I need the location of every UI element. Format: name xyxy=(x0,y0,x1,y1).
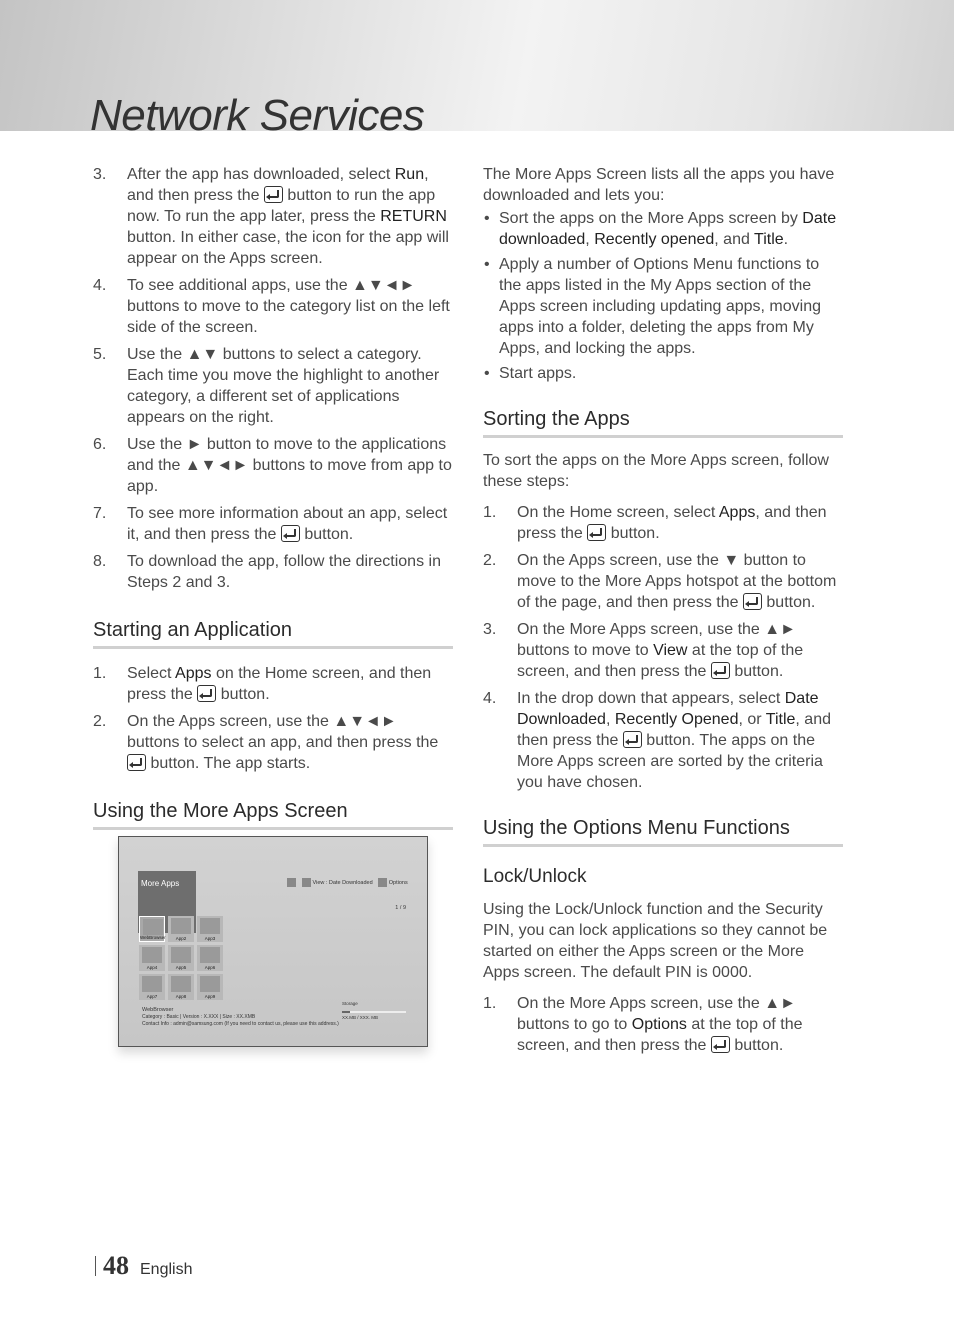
app-info-meta: Category : Basic | Version : X.XXX | Size : XX.XMB xyxy=(142,1014,256,1020)
more-apps-screenshot xyxy=(118,836,428,1047)
highlighted-term: Title xyxy=(754,231,784,248)
step-number: 3. xyxy=(93,166,107,183)
app-tile-label: WebBrowser xyxy=(140,935,166,940)
steps-sort xyxy=(483,502,843,793)
highlighted-term: Options xyxy=(631,1016,687,1033)
more-apps-bullets xyxy=(483,208,843,384)
highlighted-term: Recently opened xyxy=(594,231,715,248)
page-indicator: 1 / 9 xyxy=(395,905,406,911)
app-tile[interactable] xyxy=(197,916,223,942)
enter-button-icon xyxy=(264,186,283,203)
highlighted-term: RETURN xyxy=(380,208,447,225)
list-item: 1. On the More Apps screen, use the ▲► buttons to go to Options at the top of the screen, and then press the button. xyxy=(483,995,803,1054)
right-column xyxy=(483,164,843,1062)
app-thumbnail-icon xyxy=(171,918,191,934)
steps-download xyxy=(93,164,453,593)
list-item: • Apply a number of Options Menu functions to the apps listed in the My Apps section of the Apps screen including updating apps, moving apps into a folder, deleting the apps from My Apps, and locking the apps. xyxy=(483,254,843,359)
step-number: 4. xyxy=(93,277,107,294)
enter-button-icon xyxy=(127,754,146,771)
enter-button-icon xyxy=(587,524,606,541)
app-thumbnail-icon xyxy=(200,947,220,963)
list-item: 4. To see additional apps, use the ▲▼◄► buttons to move to the category list on the left side of the screen. xyxy=(93,277,450,336)
highlighted-term: Apps xyxy=(175,665,212,682)
highlighted-term: Title xyxy=(765,711,796,728)
sort-intro: To sort the apps on the More Apps screen, follow these steps: xyxy=(483,452,829,490)
steps-lock xyxy=(483,993,843,1056)
step-number: 7. xyxy=(93,505,107,522)
app-info-name: WebBrowser xyxy=(142,1007,174,1013)
list-item: 2. On the Apps screen, use the ▲▼◄► buttons to select an app, and then press the button. The app starts. xyxy=(93,713,439,772)
app-tile-label: App9 xyxy=(204,994,216,999)
enter-button-icon xyxy=(711,1036,730,1053)
enter-button-icon xyxy=(281,525,300,542)
view-label: View : Date Downloaded xyxy=(312,879,373,886)
section-sorting-apps: Sorting the Apps xyxy=(483,406,843,438)
app-info xyxy=(142,1007,339,1028)
highlighted-term: Run xyxy=(394,166,425,183)
step-number: 6. xyxy=(93,436,107,453)
app-tile-label: App4 xyxy=(146,965,158,970)
step-number: 1. xyxy=(483,995,497,1012)
app-thumbnail-icon xyxy=(200,918,220,934)
more-apps-label: More Apps xyxy=(138,871,196,933)
highlighted-term: View xyxy=(653,642,688,659)
app-tile[interactable] xyxy=(139,916,165,942)
step-number: 5. xyxy=(93,346,107,363)
lock-intro: Using the Lock/Unlock function and the Security PIN, you can lock applications so they cannot be started on either the Apps screen or the More Apps screen. The default PIN is 0000. xyxy=(483,901,828,981)
app-thumbnail-icon xyxy=(171,976,191,992)
subsection-lock-unlock: Lock/Unlock xyxy=(483,866,587,887)
app-tile-label: App5 xyxy=(175,965,187,970)
left-column xyxy=(93,164,453,830)
enter-button-icon xyxy=(623,731,642,748)
step-number: 1. xyxy=(93,665,107,682)
highlighted-term: Date Downloaded xyxy=(517,690,819,728)
app-tile-label: App2 xyxy=(175,936,187,941)
step-number: 2. xyxy=(483,552,497,569)
view-icon xyxy=(302,878,311,887)
list-item: 3. After the app has downloaded, select Run, and then press the button to run the app now. To run the app later, press the RETURN button. In either case, the icon for the app will appear on the Apps screen. xyxy=(93,166,449,267)
list-item: 1. On the Home screen, select Apps, and then press the button. xyxy=(483,504,827,542)
list-item: 2. On the Apps screen, use the ▼ button to move to the More Apps hotspot at the bottom of the page, and then press the button. xyxy=(483,552,837,611)
list-item: 4. In the drop down that appears, select Date Downloaded, Recently Opened, or Title, and then press the button. The apps on the More Apps screen are sorted by the criteria you have chosen. xyxy=(483,690,831,791)
highlighted-term: Recently Opened xyxy=(614,711,739,728)
app-tile-label: App7 xyxy=(146,994,158,999)
page-language: English xyxy=(140,1261,193,1278)
app-tile-label: App3 xyxy=(204,936,216,941)
app-tile-label: App6 xyxy=(204,965,216,970)
app-tile[interactable] xyxy=(168,945,194,971)
app-thumbnail-icon xyxy=(142,947,162,963)
enter-button-icon xyxy=(711,662,730,679)
storage-fill xyxy=(342,1011,350,1013)
options-label: Options xyxy=(388,879,408,886)
page-number: 48 xyxy=(103,1251,129,1280)
more-apps-intro: The More Apps Screen lists all the apps you have downloaded and lets you: xyxy=(483,166,835,204)
a-button-icon xyxy=(287,878,296,887)
step-number: 2. xyxy=(93,713,107,730)
app-thumbnail-icon xyxy=(142,976,162,992)
app-tile[interactable] xyxy=(197,974,223,1000)
section-starting-application: Starting an Application xyxy=(93,617,453,649)
enter-button-icon xyxy=(197,685,216,702)
page-title: Network Services xyxy=(90,91,425,140)
highlighted-term: Apps xyxy=(718,504,756,521)
storage-label: Storage xyxy=(342,1001,358,1006)
step-number: 1. xyxy=(483,504,497,521)
storage-bar xyxy=(342,1011,406,1013)
section-options-menu: Using the Options Menu Functions xyxy=(483,815,843,847)
app-info-contact: Contact Info : admin@samsung.com (If you need to contact us, please use this address.) xyxy=(142,1021,339,1027)
highlighted-term: Date downloaded xyxy=(499,210,837,248)
step-number: 4. xyxy=(483,690,497,707)
options-icon xyxy=(378,878,387,887)
app-thumbnail-icon xyxy=(143,919,163,935)
enter-button-icon xyxy=(743,593,762,610)
list-item: 6. Use the ► button to move to the applications and the ▲▼◄► buttons to move from app to app. xyxy=(93,436,452,495)
step-number: 3. xyxy=(483,621,497,638)
screenshot-top-bar xyxy=(285,878,408,887)
step-number: 8. xyxy=(93,553,107,570)
app-tile[interactable] xyxy=(139,974,165,1000)
app-tile-label: App8 xyxy=(175,994,187,999)
footer-rule xyxy=(95,1256,96,1276)
list-item: 8. To download the app, follow the directions in Steps 2 and 3. xyxy=(93,553,441,591)
app-thumbnail-icon xyxy=(200,976,220,992)
list-item: • Start apps. xyxy=(483,363,843,384)
list-item: 5. Use the ▲▼ buttons to select a category. Each time you move the highlight to another category, a different set of applications appears on the right. xyxy=(93,346,440,426)
list-item: • Sort the apps on the More Apps screen by Date downloaded, Recently opened, and Title. xyxy=(483,208,843,250)
section-more-apps-screen: Using the More Apps Screen xyxy=(93,798,453,830)
list-item: 1. Select Apps on the Home screen, and then press the button. xyxy=(93,665,432,703)
app-thumbnail-icon xyxy=(171,947,191,963)
storage-panel xyxy=(342,1001,406,1020)
app-tile[interactable] xyxy=(168,974,194,1000)
storage-value: XX.MB / XXX. MB xyxy=(342,1015,379,1020)
list-item: 7. To see more information about an app, select it, and then press the button. xyxy=(93,505,448,543)
app-tile[interactable] xyxy=(197,945,223,971)
steps-start-app xyxy=(93,663,453,774)
app-tile[interactable] xyxy=(168,916,194,942)
app-tile[interactable] xyxy=(139,945,165,971)
list-item: 3. On the More Apps screen, use the ▲► buttons to move to View at the top of the screen, and then press the button. xyxy=(483,621,804,680)
